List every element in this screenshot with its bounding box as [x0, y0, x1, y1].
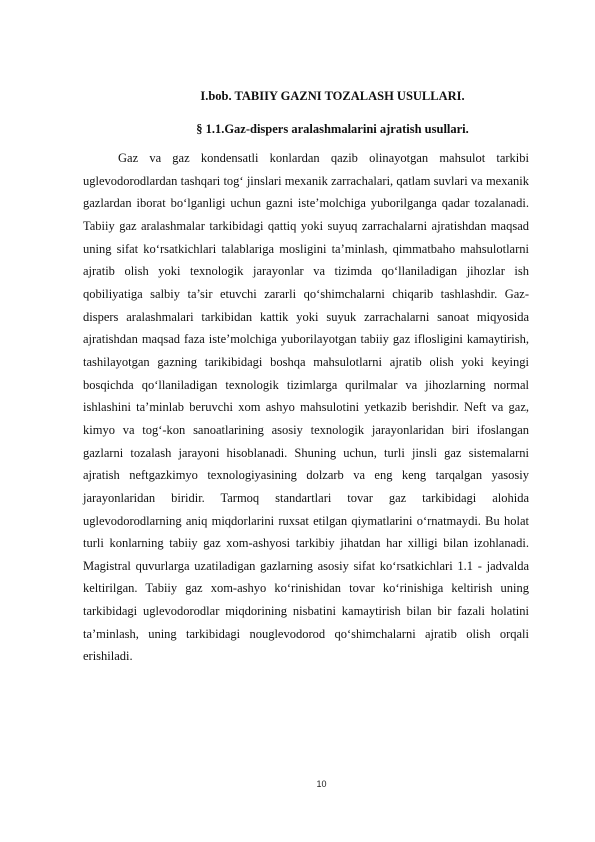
body-paragraph: Gaz va gaz kondensatli konlardan qazib olinayotgan mahsulot tarkibi uglevodorodlardan tashqari tog‘ jinslari mexanik zarrachalari, qatlam suvlari va mexanik gazlardan iborat bo‘lganligi uchun gazni iste’molchiga yuborilganga qadar tozalanadi. Tabiiy gaz aralashmalar tarkibidagi qattiq yoki suyuq zarrachalarni ajratishdan maqsad uning sifat ko‘rsatkichlari talablariga mosligini ta’minlash, qimmatbaho mahsulotlarni ajratib olish yoki texnologik jarayonlar va tizimda qo‘llaniladigan jihozlar ish qobiliyatiga salbiy ta’sir etuvchi zararli qo‘shimchalarni chiqarib tashlashdir. Gaz-dispers aralashmalari tarkibidan kattik yoki suyuk zarrachalarni sanoat miqyosida ajratishdan maqsad faza iste’molchiga yuborilayotgan tabiiy gaz iflosligini kamaytirish, tashilayotgan gazning tarikibidagi boshqa mahsulotlarni ajratib olish yoki keyingi bosqichda qo‘llaniladigan texnologik tizimlarga qurilmalar va jihozlarning normal ishlashini ta’minlab beruvchi xom ashyo mahsulotini yetkazib berishdir. Neft va gaz, kimyo va tog‘-kon sanoatlarining asosiy texnologik jarayonlaridan biri ifoslangan gazlarni tozalash jarayoni hisoblanadi. Shuning uchun, turli jinsli gaz sistemalarni ajratish neftgazkimyo texnologiyasining dolzarb va eng keng tarqalgan yasosiy jarayonlaridan biridir. Tarmoq standartlari tovar gaz tarkibidagi alohida uglevodorodlarning aniq miqdorlarini ruxsat etilgan qiymatlarini o‘rnatmaydi. Bu holat turli konlarning tabiiy gaz xom-ashyosi tarkibiy jihatdan har xilligi bilan izohlanadi. Magistral quvurlarga uzatiladigan gazlarning asosiy sifat ko‘rsatkichlari 1.1 - jadvalda keltirilgan. Tabiiy gaz xom-ashyo ko‘rinishidan tovar ko‘rinishiga keltirish uning tarkibidagi uglevodorodlar miqdorining nisbatini kamaytirish bilan bir fazali holatini ta’minlash, uning tarkibidagi nouglevodorod qo‘shimchalarni ajratib olish orqali erishiladi. [83, 151, 529, 664]
page-number: 10 [316, 779, 327, 789]
chapter-title: I.bob. TABIIY GAZNI TOZALASH USULLARI. [200, 89, 465, 103]
section-title: § 1.1.Gaz-dispers aralashmalarini ajratish usullari. [196, 122, 469, 136]
